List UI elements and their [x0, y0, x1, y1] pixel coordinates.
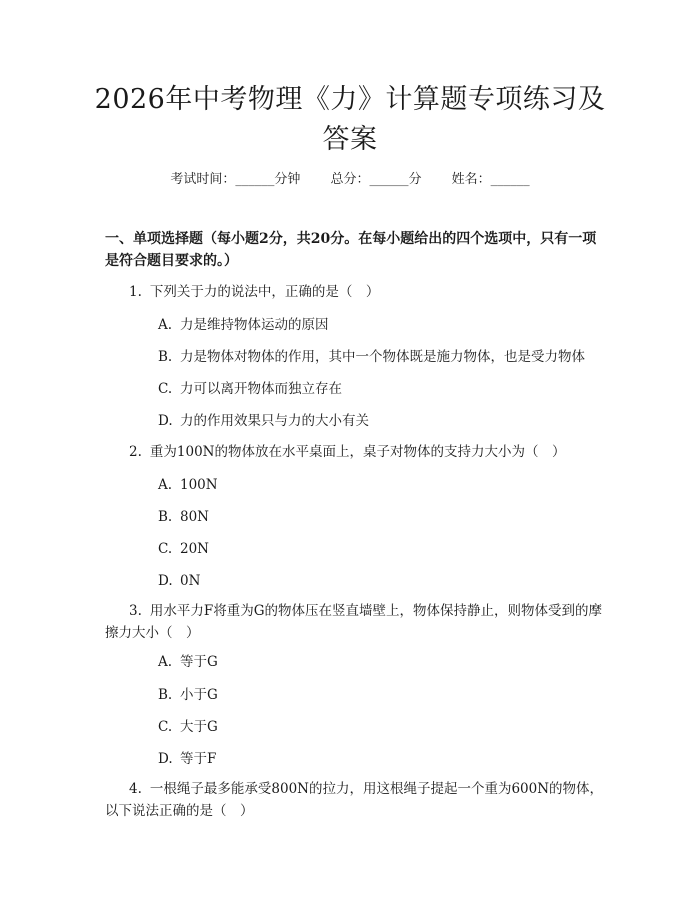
question-number: 4. — [129, 781, 142, 797]
option-text: 80N — [180, 509, 209, 525]
option-text: 力可以离开物体而独立存在 — [180, 381, 342, 397]
option-text: 等于G — [180, 654, 218, 670]
option-text: 力是维持物体运动的原因 — [180, 317, 329, 333]
question-number: 3. — [129, 603, 142, 619]
option-text: 力是物体对物体的作用，其中一个物体既是施力物体，也是受力物体 — [180, 349, 585, 365]
option-letter: C. — [158, 541, 173, 557]
option-3c — [158, 716, 628, 738]
option-letter: D. — [158, 751, 173, 767]
question-1 — [105, 281, 605, 303]
option-text: 等于F — [180, 751, 217, 767]
option-letter: A. — [158, 477, 173, 493]
option-letter: D. — [158, 573, 173, 589]
total-score-field: 总分：______分 — [330, 172, 422, 187]
page-title: 2026年中考物理《力》计算题专项练习及答案 — [94, 84, 606, 155]
option-text: 100N — [180, 477, 218, 493]
option-letter: A. — [158, 317, 173, 333]
question-stem: 重为100N的物体放在水平桌面上，桌子对物体的支持力大小为（ ） — [149, 444, 566, 460]
option-2d — [158, 570, 628, 592]
option-3a — [158, 651, 628, 673]
option-text: 20N — [180, 541, 209, 557]
question-2 — [105, 441, 605, 463]
student-name-field: 姓名：______ — [451, 172, 530, 187]
option-letter: B. — [158, 509, 173, 525]
question-number: 2. — [129, 444, 142, 460]
option-letter: B. — [158, 687, 173, 703]
option-1b — [158, 346, 628, 368]
question-3 — [105, 600, 605, 644]
option-text: 力的作用效果只与力的大小有关 — [180, 413, 369, 429]
option-1d — [158, 410, 628, 432]
option-letter: D. — [158, 413, 173, 429]
option-3b — [158, 684, 628, 706]
option-3d — [158, 748, 628, 770]
question-number: 1. — [129, 284, 142, 300]
section-heading: 一、单项选择题（每小题2分，共20分。在每小题给出的四个选项中，只有一项是符合题目要求的。） — [105, 231, 597, 269]
option-2b — [158, 506, 628, 528]
option-letter: C. — [158, 719, 173, 735]
exam-meta-line — [0, 168, 700, 187]
option-text: 大于G — [180, 719, 218, 735]
option-2c — [158, 538, 628, 560]
option-1c — [158, 378, 628, 400]
exam-time-field: 考试时间：______分钟 — [170, 172, 301, 187]
option-letter: A. — [158, 654, 173, 670]
option-text: 0N — [180, 573, 201, 589]
question-stem: 一根绳子最多能承受800N的拉力，用这根绳子提起一个重为600N的物体，以下说法正确的是（ ） — [105, 781, 604, 819]
option-2a — [158, 474, 628, 496]
option-text: 小于G — [180, 687, 218, 703]
question-stem: 用水平力F将重为G的物体压在竖直墙壁上，物体保持静止，则物体受到的摩擦力大小（ ） — [105, 603, 603, 641]
option-letter: C. — [158, 381, 173, 397]
option-letter: B. — [158, 349, 173, 365]
question-stem: 下列关于力的说法中，正确的是（ ） — [149, 284, 380, 300]
option-1a — [158, 314, 628, 336]
question-4 — [105, 778, 605, 822]
